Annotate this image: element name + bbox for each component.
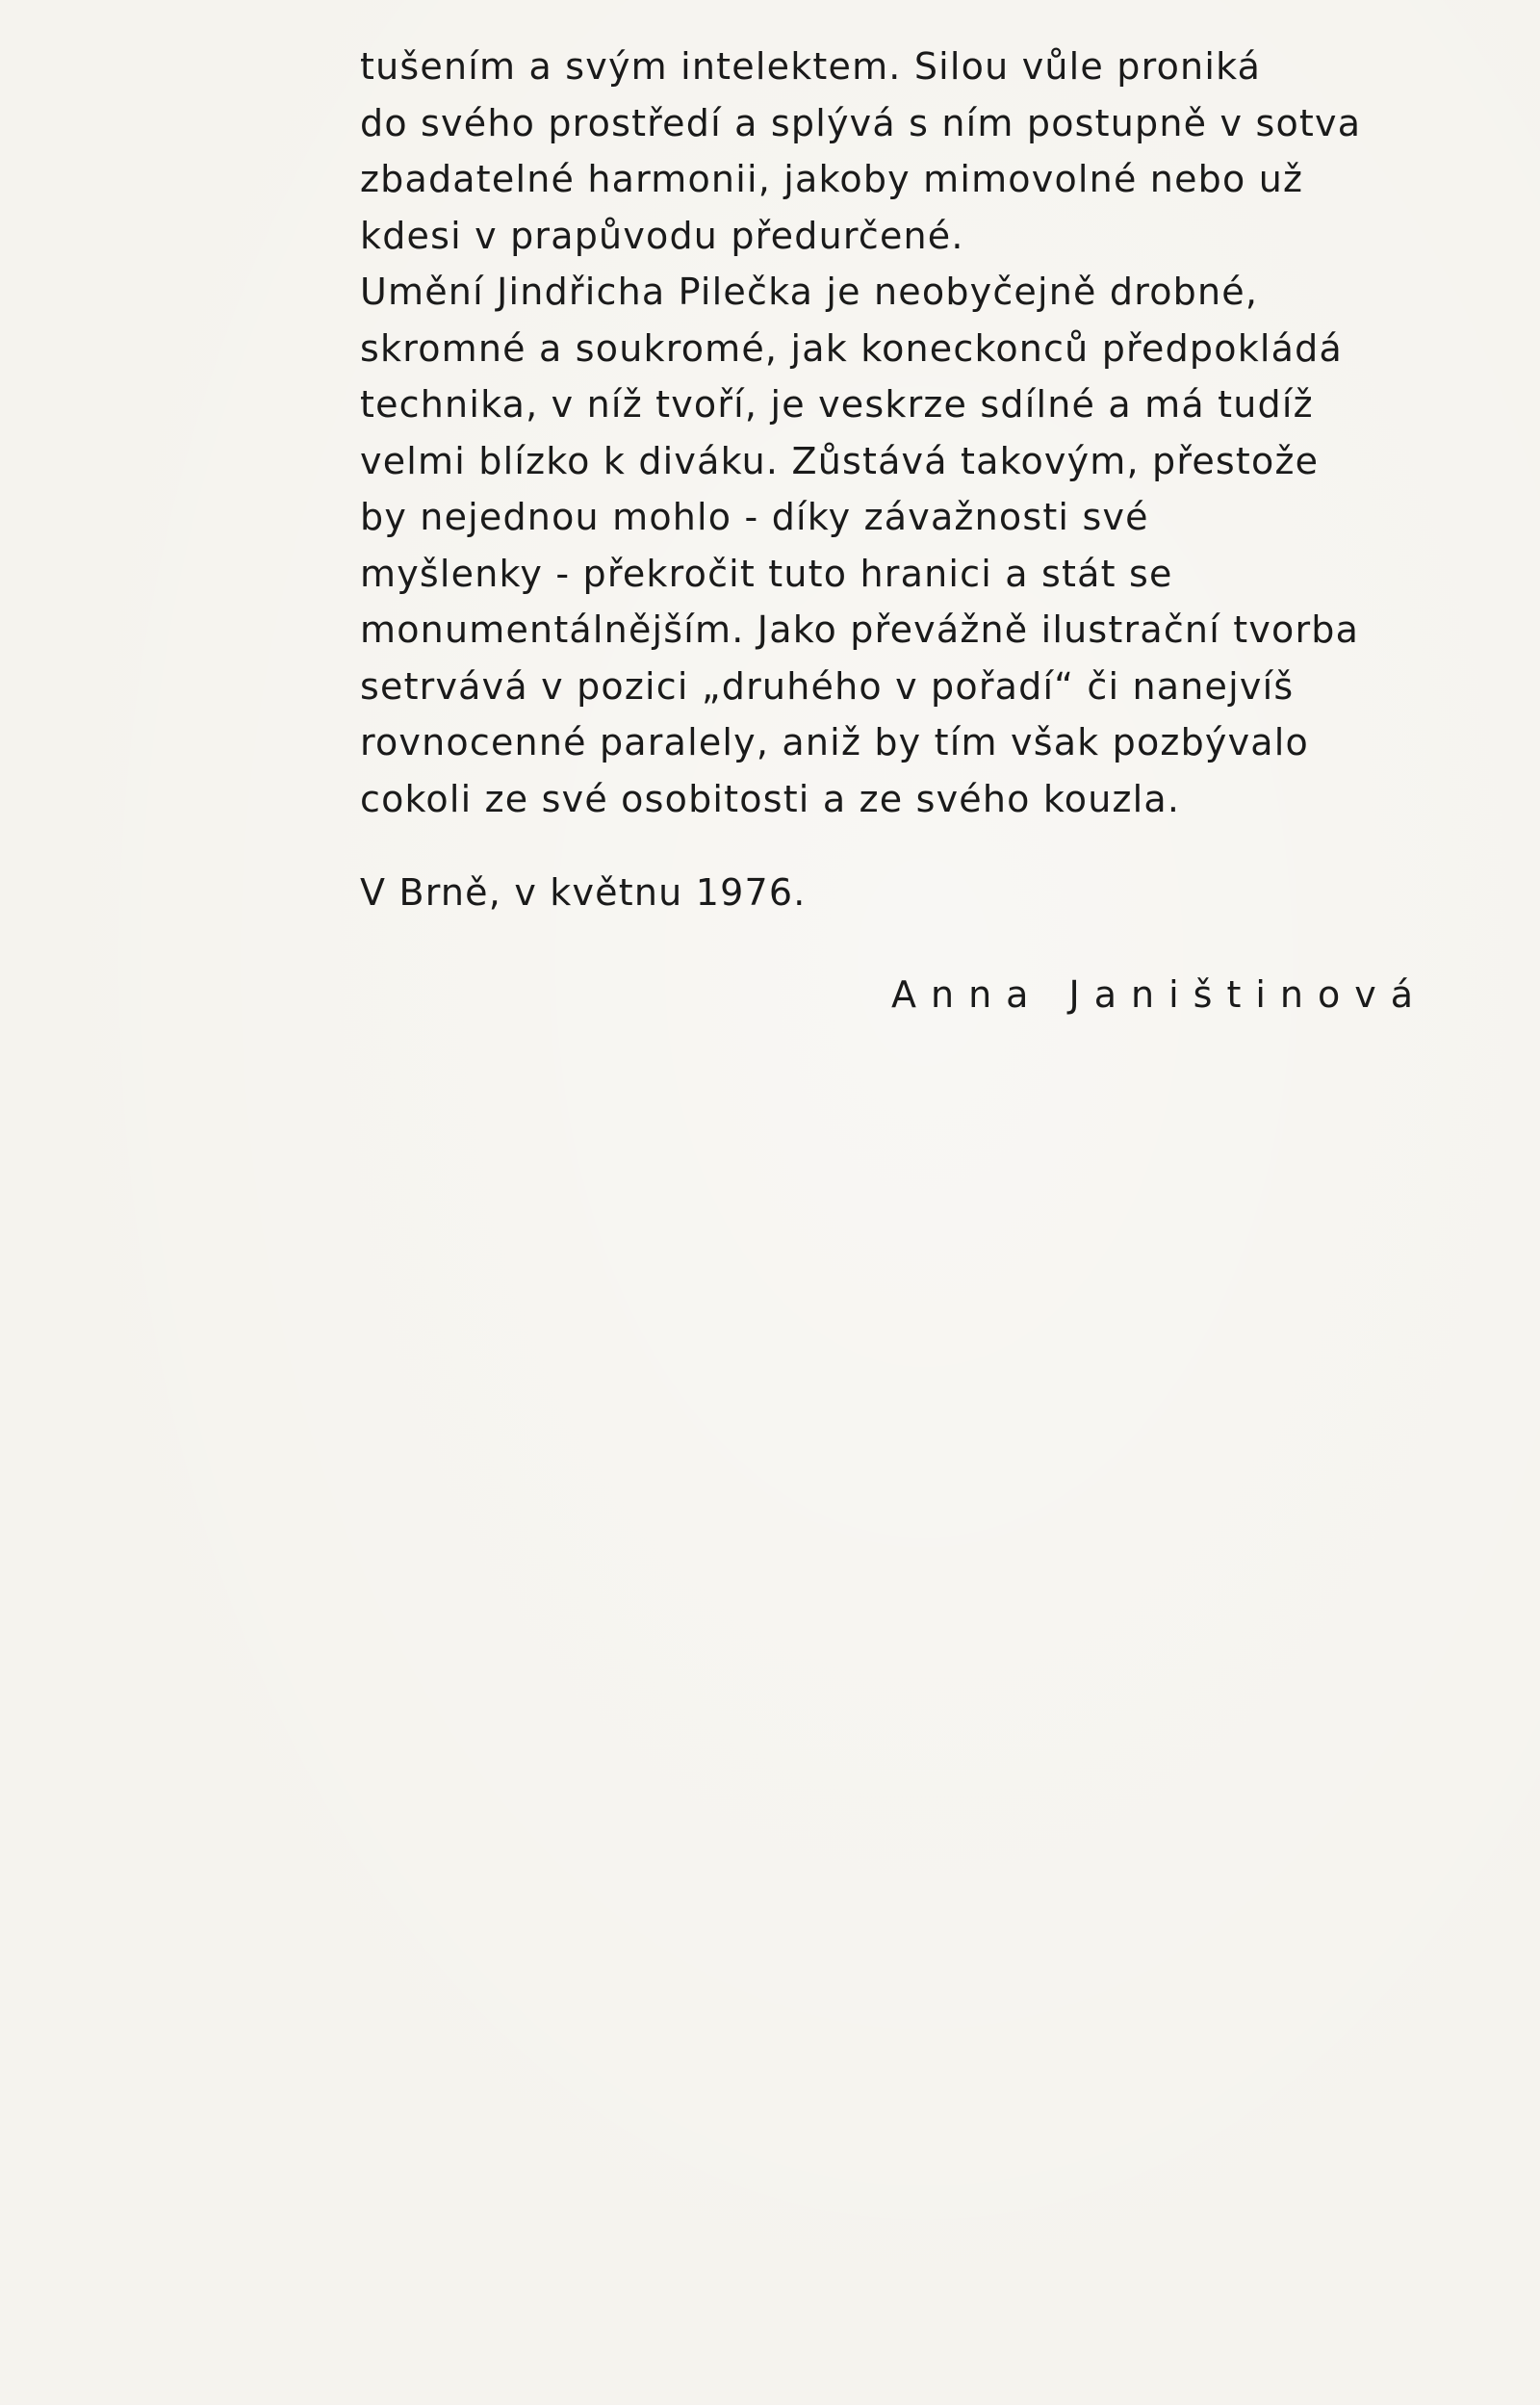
text-line: skromné a soukromé, jak koneckonců předpokládá (360, 326, 1343, 370)
text-line: velmi blízko k diváku. Zůstává takovým, přestože (360, 439, 1320, 482)
text-line: do svého prostředí a splývá s ním postupně v sotva (360, 101, 1362, 144)
text-line: rovnocenné paralely, aniž by tím však pozbývalo (360, 721, 1309, 763)
text-line: by nejednou mohlo - díky závažnosti své (360, 496, 1149, 538)
text-line: tušením a svým intelektem. Silou vůle proniká (360, 45, 1262, 88)
text-line: setrvává v pozici „druhého v pořadí“ či nanejvíš (360, 664, 1295, 708)
text-line: zbadatelné harmonii, jakoby mimovolné nebo už (360, 158, 1304, 200)
text-line: myšlenky - překročit tuto hranici a stát se (360, 552, 1173, 595)
author-signature: Anna Janištinová (891, 973, 1428, 1016)
text-line: monumentálnějším. Jako převážně ilustrační tvorba (360, 608, 1360, 651)
place-and-date: V Brně, v květnu 1976. (360, 871, 807, 914)
text-line: Umění Jindřicha Pilečka je neobyčejně drobné, (360, 271, 1259, 313)
text-line: cokoli ze své osobitosti a ze svého kouzla. (360, 777, 1181, 820)
text-line: kdesi v prapůvodu předurčené. (360, 214, 964, 257)
body-text (360, 39, 1380, 827)
text-line: technika, v níž tvoří, je veskrze sdílné a má tudíž (360, 383, 1314, 426)
